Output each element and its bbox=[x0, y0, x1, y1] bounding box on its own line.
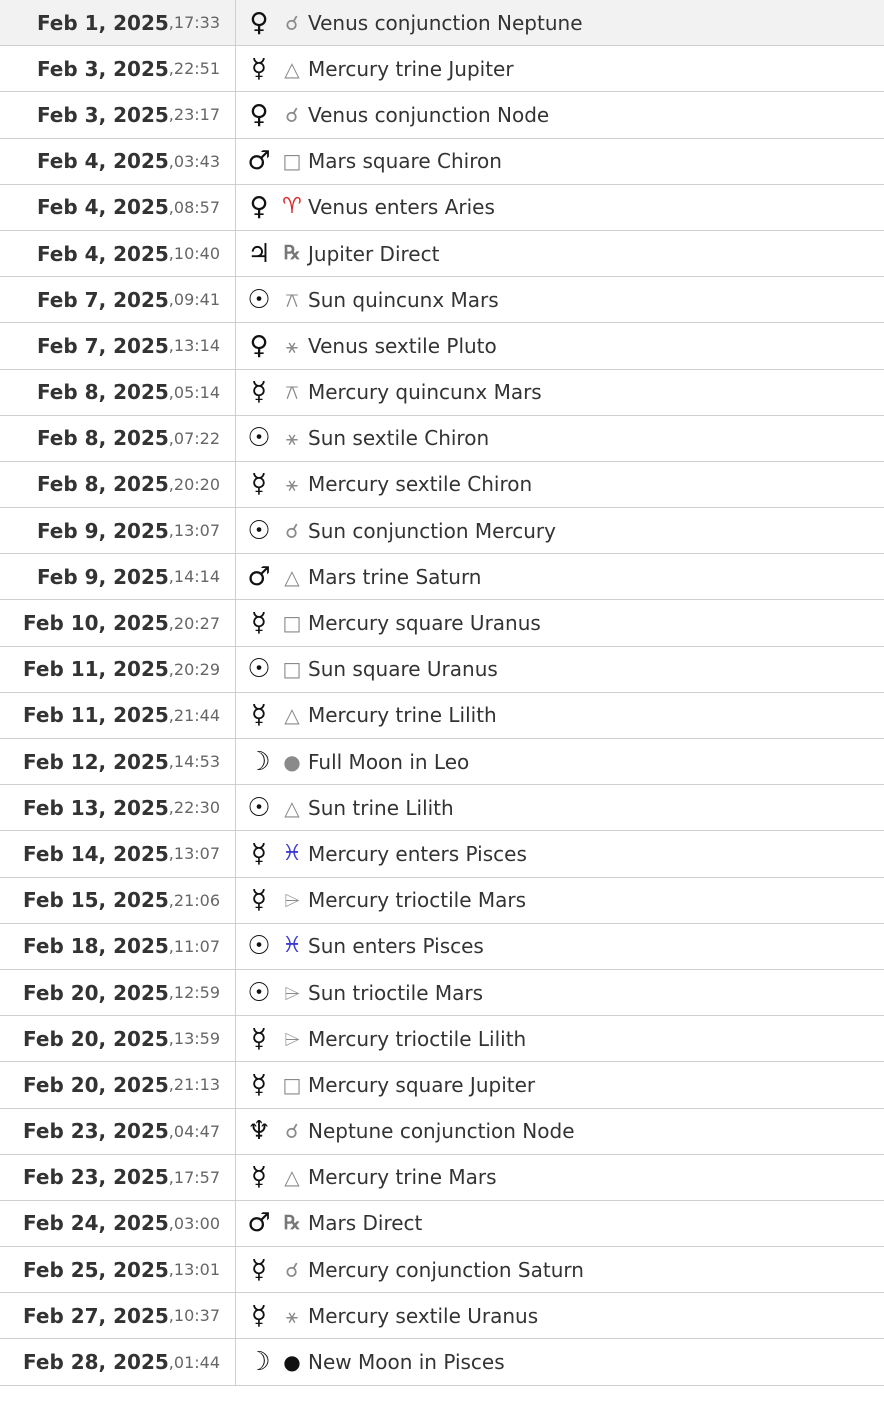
conjunction-icon: ☌ bbox=[285, 1119, 299, 1144]
jupiter-icon: ♃ bbox=[247, 238, 271, 269]
event-time: 05:14 bbox=[173, 382, 220, 402]
event-description bbox=[236, 1339, 505, 1384]
event-date: Feb 27, 2025 bbox=[23, 1303, 169, 1328]
trine-icon: △ bbox=[284, 795, 300, 820]
mercury-icon: ☿ bbox=[251, 53, 267, 84]
event-description bbox=[236, 970, 483, 1015]
event-label[interactable]: Mars square Chiron bbox=[308, 149, 502, 174]
event-label[interactable]: Mars Direct bbox=[308, 1211, 423, 1236]
aries-icon: ♈ bbox=[282, 194, 302, 220]
mercury-icon: ☿ bbox=[251, 838, 267, 869]
event-description bbox=[236, 185, 495, 230]
event-time: 01:44 bbox=[173, 1352, 220, 1372]
full-moon-icon: ● bbox=[283, 749, 301, 774]
event-label[interactable]: Mars trine Saturn bbox=[308, 564, 482, 589]
event-date: Feb 20, 2025 bbox=[23, 1026, 169, 1051]
event-description bbox=[236, 139, 502, 184]
event-datetime bbox=[0, 1247, 236, 1292]
retrograde-icon: ℞ bbox=[283, 242, 301, 265]
event-date: Feb 4, 2025 bbox=[36, 241, 169, 266]
date-time-separator: , bbox=[168, 1306, 174, 1326]
date-time-separator: , bbox=[168, 105, 174, 125]
event-time: 22:30 bbox=[173, 798, 220, 818]
event-date: Feb 13, 2025 bbox=[23, 795, 169, 820]
event-description bbox=[236, 462, 532, 507]
event-date: Feb 20, 2025 bbox=[23, 1072, 169, 1097]
event-description bbox=[236, 647, 498, 692]
date-time-separator: , bbox=[168, 705, 174, 725]
trioctile-icon: ⌲ bbox=[284, 1026, 300, 1051]
retrograde-icon: ℞ bbox=[283, 1211, 301, 1234]
quincunx-icon: ⚻ bbox=[285, 287, 299, 312]
new-moon-icon: ● bbox=[283, 1350, 301, 1375]
square-icon: □ bbox=[282, 149, 302, 174]
event-row[interactable] bbox=[0, 785, 884, 831]
event-row[interactable] bbox=[0, 1339, 884, 1385]
mercury-icon: ☿ bbox=[251, 608, 267, 639]
event-datetime bbox=[0, 554, 236, 599]
event-time: 13:14 bbox=[173, 336, 220, 356]
sun-icon: ☉ bbox=[247, 284, 271, 315]
mercury-icon: ☿ bbox=[251, 1254, 267, 1285]
square-icon: □ bbox=[282, 657, 302, 682]
event-row[interactable] bbox=[0, 647, 884, 693]
event-row[interactable] bbox=[0, 1062, 884, 1108]
event-date: Feb 8, 2025 bbox=[36, 472, 169, 497]
event-description bbox=[236, 323, 497, 368]
date-time-separator: , bbox=[168, 1029, 174, 1049]
event-datetime bbox=[0, 508, 236, 553]
date-time-separator: , bbox=[168, 752, 174, 772]
mars-icon: ♂ bbox=[247, 1208, 271, 1239]
event-time: 03:00 bbox=[173, 1213, 220, 1233]
event-label[interactable]: Sun trine Lilith bbox=[308, 795, 454, 820]
date-time-separator: , bbox=[168, 151, 174, 171]
event-date: Feb 7, 2025 bbox=[36, 333, 169, 358]
sun-icon: ☉ bbox=[247, 792, 271, 823]
date-time-separator: , bbox=[168, 983, 174, 1003]
event-description bbox=[236, 1016, 526, 1061]
event-time: 04:47 bbox=[173, 1121, 220, 1141]
event-label[interactable]: Jupiter Direct bbox=[308, 241, 440, 266]
date-time-separator: , bbox=[168, 659, 174, 679]
event-datetime bbox=[0, 46, 236, 91]
venus-icon: ♀ bbox=[249, 7, 269, 38]
event-datetime bbox=[0, 185, 236, 230]
event-row[interactable] bbox=[0, 139, 884, 185]
conjunction-icon: ☌ bbox=[285, 102, 299, 127]
event-label[interactable]: Sun quincunx Mars bbox=[308, 287, 499, 312]
sextile-icon: ⚹ bbox=[286, 1303, 298, 1328]
event-time: 11:07 bbox=[173, 936, 220, 956]
event-date: Feb 18, 2025 bbox=[23, 934, 169, 959]
event-description bbox=[236, 277, 499, 322]
event-date: Feb 8, 2025 bbox=[36, 380, 169, 405]
event-time: 09:41 bbox=[173, 290, 220, 310]
date-time-separator: , bbox=[168, 521, 174, 541]
mercury-icon: ☿ bbox=[251, 469, 267, 500]
event-time: 10:37 bbox=[173, 1306, 220, 1326]
event-datetime bbox=[0, 1339, 236, 1384]
venus-icon: ♀ bbox=[249, 330, 269, 361]
conjunction-icon: ☌ bbox=[285, 1257, 299, 1282]
event-row[interactable] bbox=[0, 739, 884, 785]
event-time: 13:01 bbox=[173, 1260, 220, 1280]
event-date: Feb 11, 2025 bbox=[23, 703, 169, 728]
mercury-icon: ☿ bbox=[251, 1023, 267, 1054]
date-time-separator: , bbox=[168, 1121, 174, 1141]
event-label[interactable]: Venus enters Aries bbox=[308, 195, 495, 220]
date-time-separator: , bbox=[168, 1167, 174, 1187]
event-datetime bbox=[0, 323, 236, 368]
event-row[interactable] bbox=[0, 416, 884, 462]
sun-icon: ☉ bbox=[247, 654, 271, 685]
event-label[interactable]: Venus sextile Pluto bbox=[308, 333, 497, 358]
date-time-separator: , bbox=[168, 567, 174, 587]
date-time-separator: , bbox=[168, 1352, 174, 1372]
trioctile-icon: ⌲ bbox=[284, 888, 300, 913]
mars-icon: ♂ bbox=[247, 561, 271, 592]
event-date: Feb 1, 2025 bbox=[36, 10, 169, 35]
event-time: 12:59 bbox=[173, 983, 220, 1003]
event-time: 07:22 bbox=[173, 428, 220, 448]
event-datetime bbox=[0, 139, 236, 184]
event-datetime bbox=[0, 831, 236, 876]
date-time-separator: , bbox=[168, 1260, 174, 1280]
event-date: Feb 15, 2025 bbox=[23, 888, 169, 913]
event-time: 22:51 bbox=[173, 59, 220, 79]
event-row[interactable] bbox=[0, 231, 884, 277]
date-time-separator: , bbox=[168, 59, 174, 79]
event-label[interactable]: Mercury square Uranus bbox=[308, 611, 541, 636]
event-date: Feb 14, 2025 bbox=[23, 841, 169, 866]
event-date: Feb 7, 2025 bbox=[36, 287, 169, 312]
date-time-separator: , bbox=[168, 936, 174, 956]
event-datetime bbox=[0, 878, 236, 923]
event-date: Feb 25, 2025 bbox=[23, 1257, 169, 1282]
event-date: Feb 9, 2025 bbox=[36, 564, 169, 589]
event-label[interactable]: Neptune conjunction Node bbox=[308, 1119, 575, 1144]
mercury-icon: ☿ bbox=[251, 1300, 267, 1331]
sextile-icon: ⚹ bbox=[286, 426, 298, 451]
event-description bbox=[236, 1201, 422, 1246]
event-row[interactable] bbox=[0, 1109, 884, 1155]
event-description bbox=[236, 1247, 584, 1292]
event-label[interactable]: Venus conjunction Node bbox=[308, 102, 550, 127]
sextile-icon: ⚹ bbox=[286, 472, 298, 497]
event-date: Feb 23, 2025 bbox=[23, 1165, 169, 1190]
sun-icon: ☉ bbox=[247, 423, 271, 454]
moon-icon: ☽ bbox=[247, 746, 271, 777]
date-time-separator: , bbox=[168, 1075, 174, 1095]
mercury-icon: ☿ bbox=[251, 885, 267, 916]
event-row[interactable] bbox=[0, 462, 884, 508]
event-description bbox=[236, 878, 526, 923]
event-time: 13:59 bbox=[173, 1029, 220, 1049]
event-label[interactable]: Mercury trine Lilith bbox=[308, 703, 497, 728]
trioctile-icon: ⌲ bbox=[284, 980, 300, 1005]
date-time-separator: , bbox=[168, 613, 174, 633]
event-datetime bbox=[0, 924, 236, 969]
event-time: 20:27 bbox=[173, 613, 220, 633]
event-description bbox=[236, 1062, 535, 1107]
mars-icon: ♂ bbox=[247, 146, 271, 177]
event-date: Feb 3, 2025 bbox=[36, 102, 169, 127]
event-row[interactable] bbox=[0, 370, 884, 416]
event-time: 21:13 bbox=[173, 1075, 220, 1095]
event-description bbox=[236, 785, 454, 830]
date-time-separator: , bbox=[168, 290, 174, 310]
event-row[interactable] bbox=[0, 924, 884, 970]
sun-icon: ☉ bbox=[247, 977, 271, 1008]
event-label[interactable]: Sun conjunction Mercury bbox=[308, 518, 556, 543]
event-label[interactable]: Mercury square Jupiter bbox=[308, 1072, 536, 1097]
event-datetime bbox=[0, 1109, 236, 1154]
mercury-icon: ☿ bbox=[251, 1162, 267, 1193]
event-datetime bbox=[0, 370, 236, 415]
date-time-separator: , bbox=[168, 244, 174, 264]
quincunx-icon: ⚻ bbox=[285, 380, 299, 405]
event-label[interactable]: Mercury sextile Uranus bbox=[308, 1303, 539, 1328]
event-datetime bbox=[0, 416, 236, 461]
event-description bbox=[236, 1293, 538, 1338]
event-date: Feb 4, 2025 bbox=[36, 195, 169, 220]
event-time: 21:06 bbox=[173, 890, 220, 910]
event-time: 21:44 bbox=[173, 705, 220, 725]
event-row[interactable] bbox=[0, 185, 884, 231]
event-time: 17:57 bbox=[173, 1167, 220, 1187]
trine-icon: △ bbox=[284, 1165, 300, 1190]
event-row[interactable] bbox=[0, 970, 884, 1016]
mercury-icon: ☿ bbox=[251, 700, 267, 731]
event-datetime bbox=[0, 1016, 236, 1061]
event-time: 20:20 bbox=[173, 474, 220, 494]
event-label[interactable]: Sun sextile Chiron bbox=[308, 426, 490, 451]
event-description bbox=[236, 0, 583, 45]
date-time-separator: , bbox=[168, 428, 174, 448]
event-date: Feb 9, 2025 bbox=[36, 518, 169, 543]
event-date: Feb 10, 2025 bbox=[23, 611, 169, 636]
event-row[interactable] bbox=[0, 277, 884, 323]
event-time: 08:57 bbox=[173, 197, 220, 217]
date-time-separator: , bbox=[168, 474, 174, 494]
event-time: 03:43 bbox=[173, 151, 220, 171]
neptune-icon: ♆ bbox=[247, 1116, 271, 1147]
event-description bbox=[236, 739, 469, 784]
event-row[interactable] bbox=[0, 323, 884, 369]
event-label[interactable]: Mercury trine Jupiter bbox=[308, 56, 514, 81]
sun-icon: ☉ bbox=[247, 931, 271, 962]
event-datetime bbox=[0, 1293, 236, 1338]
event-date: Feb 23, 2025 bbox=[23, 1119, 169, 1144]
event-row[interactable] bbox=[0, 600, 884, 646]
date-time-separator: , bbox=[168, 382, 174, 402]
mercury-icon: ☿ bbox=[251, 1069, 267, 1100]
event-time: 14:14 bbox=[173, 567, 220, 587]
venus-icon: ♀ bbox=[249, 99, 269, 130]
event-description bbox=[236, 693, 497, 738]
event-description bbox=[236, 92, 549, 137]
event-label[interactable]: Full Moon in Leo bbox=[308, 749, 470, 774]
event-time: 23:17 bbox=[173, 105, 220, 125]
event-label[interactable]: Mercury enters Pisces bbox=[308, 841, 527, 866]
event-description bbox=[236, 1109, 575, 1154]
event-description bbox=[236, 554, 482, 599]
event-datetime bbox=[0, 693, 236, 738]
event-time: 13:07 bbox=[173, 844, 220, 864]
event-datetime bbox=[0, 1155, 236, 1200]
event-description bbox=[236, 370, 542, 415]
date-time-separator: , bbox=[168, 197, 174, 217]
sextile-icon: ⚹ bbox=[286, 333, 298, 358]
event-description bbox=[236, 46, 514, 91]
event-date: Feb 11, 2025 bbox=[23, 657, 169, 682]
date-time-separator: , bbox=[168, 844, 174, 864]
event-time: 14:53 bbox=[173, 752, 220, 772]
event-description bbox=[236, 831, 527, 876]
event-date: Feb 4, 2025 bbox=[36, 149, 169, 174]
date-time-separator: , bbox=[168, 13, 174, 33]
event-datetime bbox=[0, 0, 236, 45]
event-label[interactable]: Mercury trioctile Mars bbox=[308, 888, 527, 913]
event-label[interactable]: Mercury sextile Chiron bbox=[308, 472, 533, 497]
event-datetime bbox=[0, 1201, 236, 1246]
event-row[interactable] bbox=[0, 1155, 884, 1201]
trine-icon: △ bbox=[284, 703, 300, 728]
event-label[interactable]: Sun trioctile Mars bbox=[308, 980, 484, 1005]
event-label[interactable]: Venus conjunction Neptune bbox=[308, 10, 583, 35]
conjunction-icon: ☌ bbox=[285, 10, 299, 35]
event-description bbox=[236, 1155, 497, 1200]
event-row[interactable] bbox=[0, 831, 884, 877]
event-date: Feb 28, 2025 bbox=[23, 1350, 169, 1375]
event-row[interactable] bbox=[0, 1016, 884, 1062]
event-time: 13:07 bbox=[173, 521, 220, 541]
mercury-icon: ☿ bbox=[251, 377, 267, 408]
event-row[interactable] bbox=[0, 508, 884, 554]
event-row[interactable] bbox=[0, 1293, 884, 1339]
moon-icon: ☽ bbox=[247, 1347, 271, 1378]
event-datetime bbox=[0, 231, 236, 276]
event-row[interactable] bbox=[0, 693, 884, 739]
event-row[interactable] bbox=[0, 554, 884, 600]
venus-icon: ♀ bbox=[249, 192, 269, 223]
event-date: Feb 8, 2025 bbox=[36, 426, 169, 451]
event-description bbox=[236, 416, 489, 461]
event-label[interactable]: Sun enters Pisces bbox=[308, 934, 484, 959]
event-date: Feb 20, 2025 bbox=[23, 980, 169, 1005]
event-datetime bbox=[0, 92, 236, 137]
event-label[interactable]: Mercury conjunction Saturn bbox=[308, 1257, 584, 1282]
date-time-separator: , bbox=[168, 798, 174, 818]
event-datetime bbox=[0, 600, 236, 645]
event-date: Feb 12, 2025 bbox=[23, 749, 169, 774]
date-time-separator: , bbox=[168, 890, 174, 910]
conjunction-icon: ☌ bbox=[285, 518, 299, 543]
event-row[interactable] bbox=[0, 878, 884, 924]
event-row[interactable] bbox=[0, 92, 884, 138]
event-date: Feb 24, 2025 bbox=[23, 1211, 169, 1236]
event-row[interactable] bbox=[0, 1201, 884, 1247]
event-datetime bbox=[0, 277, 236, 322]
event-label[interactable]: Mercury trine Mars bbox=[308, 1165, 497, 1190]
event-time: 10:40 bbox=[173, 244, 220, 264]
square-icon: □ bbox=[282, 611, 302, 636]
date-time-separator: , bbox=[168, 1213, 174, 1233]
event-time: 17:33 bbox=[173, 13, 220, 33]
trine-icon: △ bbox=[284, 56, 300, 81]
event-datetime bbox=[0, 647, 236, 692]
event-datetime bbox=[0, 462, 236, 507]
event-datetime bbox=[0, 1062, 236, 1107]
event-label[interactable]: New Moon in Pisces bbox=[308, 1350, 505, 1375]
event-description bbox=[236, 924, 484, 969]
event-datetime bbox=[0, 739, 236, 784]
event-datetime bbox=[0, 785, 236, 830]
square-icon: □ bbox=[282, 1072, 302, 1097]
event-date: Feb 3, 2025 bbox=[36, 56, 169, 81]
event-time: 20:29 bbox=[173, 659, 220, 679]
event-description bbox=[236, 231, 439, 276]
event-datetime bbox=[0, 970, 236, 1015]
event-label[interactable]: Sun square Uranus bbox=[308, 657, 498, 682]
trine-icon: △ bbox=[284, 564, 300, 589]
event-row[interactable] bbox=[0, 1247, 884, 1293]
sun-icon: ☉ bbox=[247, 515, 271, 546]
event-row[interactable] bbox=[0, 0, 884, 46]
pisces-icon: ♓ bbox=[282, 840, 302, 866]
event-description bbox=[236, 508, 556, 553]
pisces-icon: ♓ bbox=[282, 933, 302, 959]
date-time-separator: , bbox=[168, 336, 174, 356]
event-label[interactable]: Mercury quincunx Mars bbox=[308, 380, 542, 405]
event-row[interactable] bbox=[0, 46, 884, 92]
event-label[interactable]: Mercury trioctile Lilith bbox=[308, 1026, 527, 1051]
event-description bbox=[236, 600, 541, 645]
